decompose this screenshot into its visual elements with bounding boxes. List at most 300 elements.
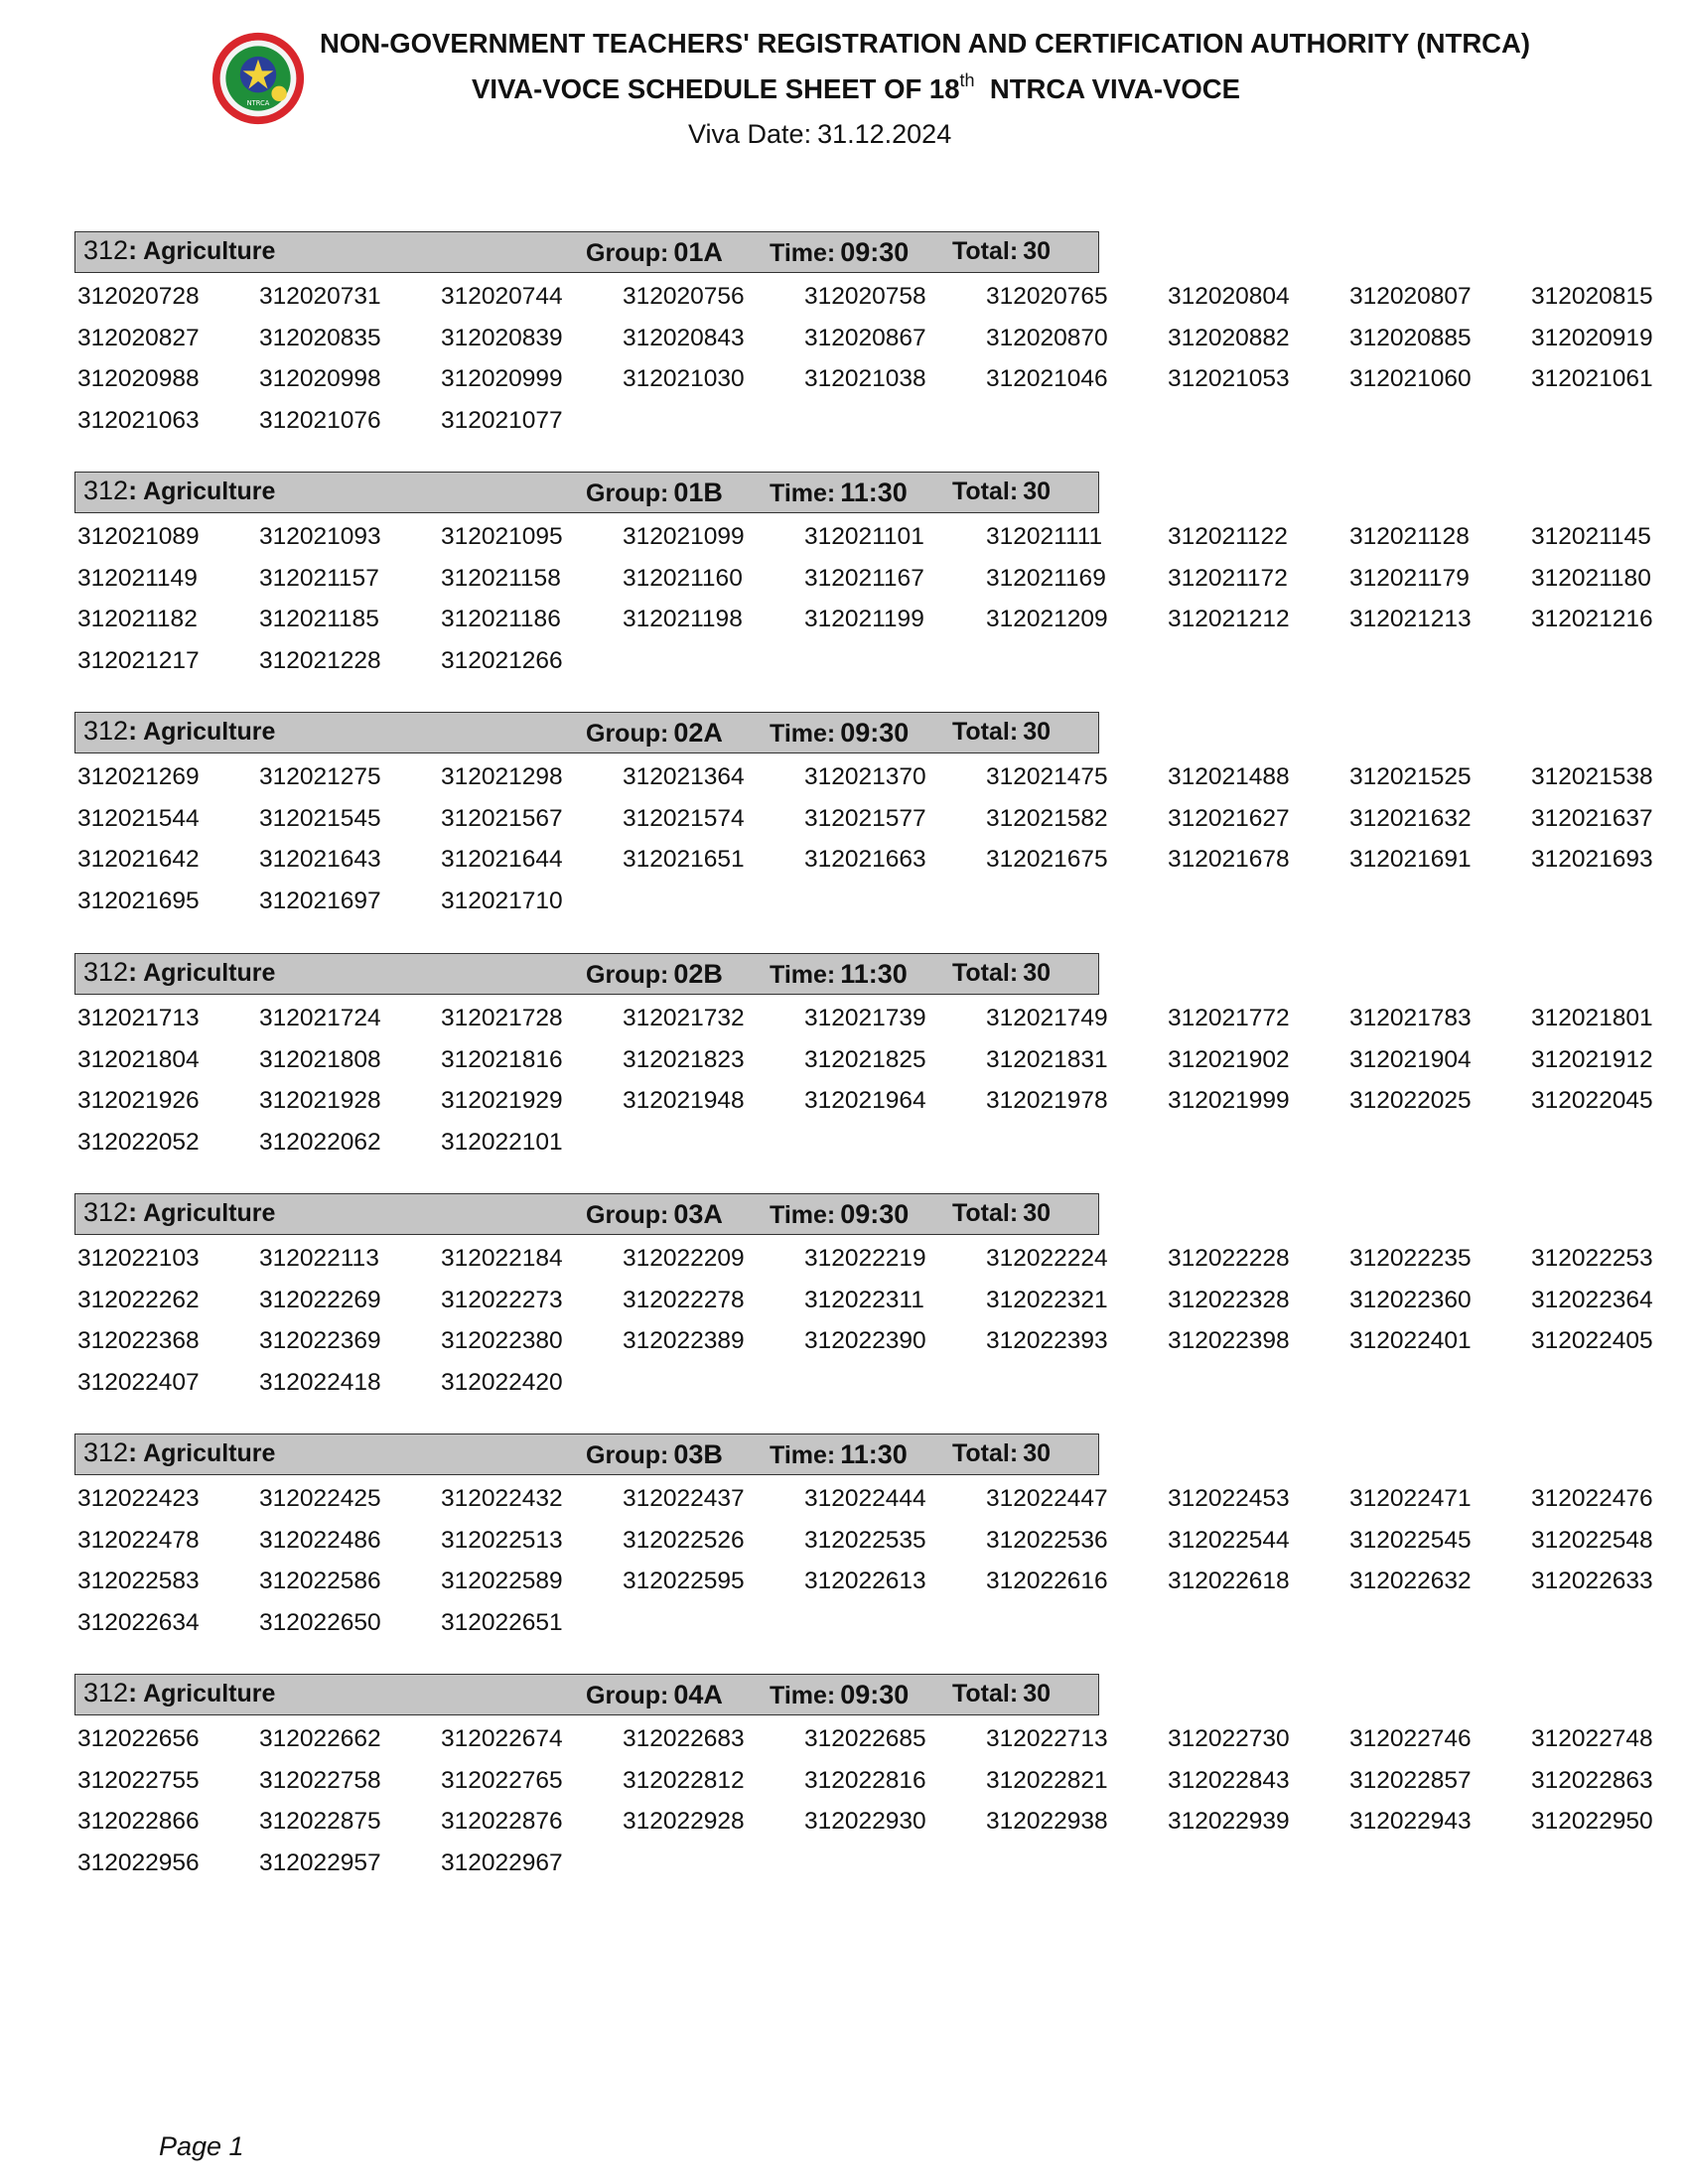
candidate-roll: 312021663 [804,846,926,874]
candidate-row [74,600,1663,641]
candidate-roll: 312021228 [259,647,381,675]
candidate-roll: 312022812 [623,1766,745,1794]
total-label: Total: [952,1439,1019,1467]
candidate-row [74,517,1663,559]
candidate-roll: 312022535 [804,1526,926,1554]
subject-name: Agriculture [143,959,276,987]
candidate-roll: 312020807 [1349,283,1472,310]
candidate-roll: 312022843 [1168,1766,1290,1794]
total-value: 30 [1023,959,1051,987]
candidate-roll: 312022253 [1531,1245,1653,1272]
group-label: Group: [586,1201,669,1229]
candidate-roll: 312022656 [77,1725,200,1752]
candidate-roll: 312022586 [259,1568,381,1595]
time-field [770,1199,909,1230]
candidate-row [74,359,1663,401]
total-value: 30 [1023,237,1051,265]
time-label: Time: [770,1201,836,1229]
candidate-roll: 312022209 [623,1245,745,1272]
time-field [770,959,908,990]
candidate-roll: 312021180 [1531,564,1651,592]
viva-date [688,119,951,150]
candidate-roll: 312022730 [1168,1725,1290,1752]
candidate-row [74,799,1663,841]
candidate-roll: 312021823 [623,1045,745,1073]
candidate-roll: 312021574 [623,804,745,832]
candidate-roll: 312022589 [441,1568,563,1595]
subtitle-ordinal: th [959,70,975,90]
candidate-roll: 312021772 [1168,1005,1290,1031]
candidate-roll: 312021538 [1531,763,1653,790]
group-header-bar [74,953,1099,995]
group-value: 03A [673,1199,723,1229]
candidate-roll: 312021216 [1531,606,1653,633]
ntrca-logo-icon [211,31,306,126]
candidate-row [74,1562,1663,1603]
group-label: Group: [586,1441,669,1469]
subject-colon: : [128,235,138,265]
candidate-roll: 312022816 [804,1766,926,1794]
candidate-roll: 312022269 [259,1286,381,1313]
candidate-roll: 312021632 [1349,804,1472,832]
candidate-roll: 312022364 [1531,1286,1653,1313]
candidate-roll: 312022651 [441,1609,563,1637]
group-value: 04A [673,1680,723,1709]
group-field [586,237,723,268]
candidate-roll: 312021063 [77,407,200,435]
total-field [952,959,1051,988]
candidate-roll: 312021093 [259,523,381,550]
candidate-roll: 312022683 [623,1725,745,1752]
candidate-roll: 312022235 [1349,1245,1472,1272]
candidate-roll: 312021076 [259,407,381,435]
candidate-roll: 312022478 [77,1526,200,1554]
candidate-roll: 312021627 [1168,804,1290,832]
candidate-roll: 312022228 [1168,1245,1290,1272]
candidate-row [74,319,1663,360]
group-header-bar [74,712,1099,753]
candidate-roll: 312021567 [441,804,563,832]
candidate-roll: 312022278 [623,1286,745,1313]
candidate-roll: 312021637 [1531,804,1653,832]
candidate-roll: 312022401 [1349,1327,1472,1355]
candidate-roll: 312021275 [259,763,381,790]
candidate-roll: 312020885 [1349,324,1472,351]
subject-code [83,1197,275,1228]
candidate-row [74,1081,1663,1123]
time-field [770,478,908,508]
candidate-list [74,1719,1663,1885]
candidate-row [74,559,1663,601]
candidate-roll: 312022101 [441,1129,563,1157]
subject-name: Agriculture [143,1680,276,1707]
candidate-roll: 312021179 [1349,564,1470,592]
time-label: Time: [770,1682,836,1709]
subtitle-prefix: VIVA-VOCE SCHEDULE SHEET OF 18 [472,73,960,104]
candidate-roll: 312022368 [77,1327,200,1355]
candidate-row [74,1123,1663,1164]
candidate-roll: 312021475 [986,763,1108,790]
candidate-roll: 312021099 [623,523,745,550]
candidate-roll: 312021269 [77,763,200,790]
candidate-roll: 312020765 [986,283,1108,310]
candidate-roll: 312022967 [441,1849,563,1877]
candidate-roll: 312021169 [986,564,1106,592]
group-header-bar [74,1193,1099,1235]
candidate-roll: 312021185 [259,606,379,633]
candidate-roll: 312022616 [986,1568,1108,1595]
total-field [952,1199,1051,1228]
candidate-roll: 312022545 [1349,1526,1472,1554]
candidate-row [74,1719,1663,1761]
subject-code [83,1437,275,1468]
candidate-row [74,1479,1663,1521]
subject-colon: : [128,1437,138,1467]
candidate-roll: 312022930 [804,1808,926,1836]
candidate-roll: 312022674 [441,1725,563,1752]
candidate-roll: 312021298 [441,763,563,790]
candidate-roll: 312022418 [259,1369,381,1397]
candidate-roll: 312020870 [986,324,1108,351]
total-label: Total: [952,478,1019,505]
candidate-row [74,641,1663,683]
candidate-roll: 312022447 [986,1485,1108,1512]
subject-code-value: 312 [83,1678,129,1707]
total-label: Total: [952,959,1019,987]
viva-date-value: 31.12.2024 [817,119,952,149]
candidate-roll: 312020999 [441,365,563,393]
candidate-list [74,1479,1663,1645]
candidate-row [74,1761,1663,1803]
time-label: Time: [770,720,836,748]
subject-code-value: 312 [83,235,129,265]
subject-code [83,476,275,506]
group-field [586,1439,723,1470]
candidate-roll: 312021675 [986,846,1108,874]
total-value: 30 [1023,1199,1051,1227]
candidate-roll: 312020882 [1168,324,1290,351]
candidate-roll: 312022444 [804,1485,926,1512]
subject-code [83,1678,275,1708]
candidate-roll: 312021488 [1168,763,1290,790]
candidate-roll: 312022746 [1349,1725,1472,1752]
candidate-roll: 312022748 [1531,1725,1653,1752]
subject-code-value: 312 [83,1437,129,1467]
candidate-roll: 312022311 [804,1286,924,1313]
group-header-bar [74,231,1099,273]
candidate-roll: 312021128 [1349,523,1470,550]
candidate-roll: 312021364 [623,763,745,790]
candidate-roll: 312020756 [623,283,745,310]
candidate-roll: 312022437 [623,1485,745,1512]
candidate-roll: 312022025 [1349,1087,1472,1115]
candidate-roll: 312021999 [1168,1087,1290,1115]
candidate-roll: 312022273 [441,1286,563,1313]
subject-name: Agriculture [143,1439,276,1467]
candidate-roll: 312022045 [1531,1087,1653,1115]
candidate-roll: 312020758 [804,283,926,310]
candidate-roll: 312020815 [1531,283,1653,310]
time-value: 09:30 [840,1199,910,1229]
subject-name: Agriculture [143,237,276,265]
time-field [770,1680,909,1710]
candidate-roll: 312020843 [623,324,745,351]
candidate-roll: 312022380 [441,1327,563,1355]
candidate-roll: 312022939 [1168,1808,1290,1836]
candidate-roll: 312021902 [1168,1045,1290,1073]
group-label: Group: [586,720,669,748]
candidate-roll: 312021678 [1168,846,1290,874]
candidate-roll: 312022407 [77,1369,200,1397]
candidate-roll: 312021978 [986,1087,1108,1115]
candidate-roll: 312022369 [259,1327,381,1355]
candidate-roll: 312021186 [441,606,561,633]
total-value: 30 [1023,1439,1051,1467]
candidate-roll: 312021697 [259,887,381,915]
candidate-roll: 312021111 [986,523,1103,550]
candidate-roll: 312021077 [441,407,563,435]
total-field [952,718,1051,747]
candidate-list [74,999,1663,1164]
candidate-roll: 312021172 [1168,564,1288,592]
candidate-roll: 312022583 [77,1568,200,1595]
candidate-row [74,882,1663,923]
candidate-roll: 312022052 [77,1129,200,1157]
candidate-roll: 312021928 [259,1087,381,1115]
subject-colon: : [128,1197,138,1227]
candidate-roll: 312021912 [1531,1045,1653,1073]
candidate-roll: 312021801 [1531,1005,1653,1031]
candidate-roll: 312021926 [77,1087,200,1115]
candidate-row [74,1363,1663,1405]
candidate-roll: 312022755 [77,1766,200,1794]
total-value: 30 [1023,1680,1051,1707]
time-value: 09:30 [840,718,910,748]
candidate-roll: 312022950 [1531,1808,1653,1836]
subject-code [83,235,275,266]
candidate-roll: 312021158 [441,564,561,592]
candidate-roll: 312021060 [1349,365,1472,393]
candidate-roll: 312021808 [259,1045,381,1073]
candidate-roll: 312021212 [1168,606,1290,633]
candidate-roll: 312021651 [623,846,745,874]
subtitle-suffix: NTRCA VIVA-VOCE [989,73,1240,104]
candidate-row [74,1321,1663,1363]
candidate-row [74,1281,1663,1322]
total-label: Total: [952,718,1019,746]
candidate-roll: 312021644 [441,846,563,874]
group-value: 01A [673,237,723,267]
candidate-roll: 312022956 [77,1849,200,1877]
candidate-roll: 312021198 [623,606,743,633]
candidate-roll: 312022432 [441,1485,563,1512]
candidate-roll: 312022857 [1349,1766,1472,1794]
candidate-roll: 312022321 [986,1286,1108,1313]
candidate-roll: 312021122 [1168,523,1288,550]
total-value: 30 [1023,718,1051,746]
candidate-roll: 312021101 [804,523,924,550]
candidate-row [74,1239,1663,1281]
candidate-roll: 312021095 [441,523,563,550]
subject-code-value: 312 [83,476,129,505]
total-field [952,1680,1051,1708]
time-label: Time: [770,961,836,989]
candidate-roll: 312022405 [1531,1327,1653,1355]
candidate-roll: 312021167 [804,564,924,592]
candidate-roll: 312022390 [804,1327,926,1355]
candidate-roll: 312022863 [1531,1766,1653,1794]
candidate-roll: 312022943 [1349,1808,1472,1836]
candidate-roll: 312020988 [77,365,200,393]
candidate-roll: 312021217 [77,647,200,675]
subject-code-value: 312 [83,957,129,987]
candidate-roll: 312021157 [259,564,379,592]
candidate-roll: 312021199 [804,606,924,633]
group-label: Group: [586,1682,669,1709]
candidate-roll: 312022633 [1531,1568,1653,1595]
candidate-roll: 312021710 [441,887,563,915]
candidate-roll: 312022957 [259,1849,381,1877]
candidate-roll: 312021577 [804,804,926,832]
candidate-roll: 312021831 [986,1045,1108,1073]
candidate-roll: 312022536 [986,1526,1108,1554]
candidate-row [74,1521,1663,1563]
candidate-roll: 312021030 [623,365,745,393]
candidate-roll: 312021948 [623,1087,745,1115]
candidate-list [74,277,1663,443]
candidate-roll: 312022423 [77,1485,200,1512]
candidate-roll: 312022765 [441,1766,563,1794]
group-value: 01B [673,478,723,507]
candidate-roll: 312021929 [441,1087,563,1115]
candidate-roll: 312021816 [441,1045,563,1073]
candidate-row [74,1603,1663,1645]
candidate-roll: 312022219 [804,1245,926,1272]
time-field [770,718,909,749]
candidate-roll: 312021695 [77,887,200,915]
time-label: Time: [770,479,836,507]
total-label: Total: [952,237,1019,265]
candidate-roll: 312020839 [441,324,563,351]
subject-colon: : [128,716,138,746]
subject-code [83,957,275,988]
document-title: NON-GOVERNMENT TEACHERS' REGISTRATION AND CERTIFICATION AUTHORITY (NTRCA) [320,28,1531,59]
candidate-roll: 312021038 [804,365,926,393]
candidate-row [74,999,1663,1040]
total-field [952,237,1051,266]
candidate-roll: 312022486 [259,1526,381,1554]
candidate-roll: 312022224 [986,1245,1108,1272]
candidate-roll: 312022548 [1531,1526,1653,1554]
candidate-roll: 312022866 [77,1808,200,1836]
candidate-roll: 312021728 [441,1005,563,1031]
group-header-bar [74,1433,1099,1475]
candidate-roll: 312020804 [1168,283,1290,310]
total-value: 30 [1023,478,1051,505]
candidate-roll: 312021209 [986,606,1108,633]
candidate-roll: 312021691 [1349,846,1472,874]
total-label: Total: [952,1680,1019,1707]
candidate-roll: 312022662 [259,1725,381,1752]
group-label: Group: [586,239,669,267]
candidate-roll: 312021046 [986,365,1108,393]
svg-text:NTRCA: NTRCA [246,98,270,107]
candidate-roll: 312022758 [259,1766,381,1794]
total-label: Total: [952,1199,1019,1227]
group-field [586,1680,723,1710]
candidate-roll: 312021642 [77,846,200,874]
candidate-roll: 312022184 [441,1245,563,1272]
candidate-roll: 312021739 [804,1005,926,1031]
candidate-roll: 312022685 [804,1725,926,1752]
candidate-roll: 312021544 [77,804,200,832]
candidate-roll: 312022328 [1168,1286,1290,1313]
candidate-roll: 312022262 [77,1286,200,1313]
candidate-row [74,757,1663,799]
candidate-roll: 312022389 [623,1327,745,1355]
subject-colon: : [128,957,138,987]
candidate-roll: 312022420 [441,1369,563,1397]
candidate-roll: 312020744 [441,283,563,310]
candidate-roll: 312022876 [441,1808,563,1836]
candidate-roll: 312020731 [259,283,381,310]
candidate-roll: 312022613 [804,1568,926,1595]
candidate-roll: 312020835 [259,324,381,351]
group-value: 02B [673,959,723,989]
candidate-row [74,1040,1663,1082]
candidate-row [74,277,1663,319]
candidate-roll: 312022634 [77,1609,200,1637]
candidate-roll: 312021545 [259,804,381,832]
candidate-roll: 312021713 [77,1005,200,1031]
candidate-roll: 312022062 [259,1129,381,1157]
group-field [586,718,723,749]
subject-code-value: 312 [83,1197,129,1227]
candidate-roll: 312021370 [804,763,926,790]
time-label: Time: [770,1441,836,1469]
subject-colon: : [128,476,138,505]
group-label: Group: [586,479,669,507]
candidate-roll: 312022544 [1168,1526,1290,1554]
group-value: 03B [673,1439,723,1469]
candidate-roll: 312022618 [1168,1568,1290,1595]
candidate-roll: 312021266 [441,647,563,675]
candidate-roll: 312020728 [77,283,200,310]
candidate-roll: 312022595 [623,1568,745,1595]
candidate-roll: 312021525 [1349,763,1472,790]
total-field [952,1439,1051,1468]
subject-name: Agriculture [143,718,276,746]
document-subtitle [472,70,1240,105]
candidate-roll: 312022928 [623,1808,745,1836]
time-value: 11:30 [840,478,908,507]
candidate-row [74,1843,1663,1885]
candidate-roll: 312022821 [986,1766,1108,1794]
candidate-roll: 312021732 [623,1005,745,1031]
candidate-row [74,840,1663,882]
group-field [586,478,723,508]
candidate-list [74,757,1663,923]
subject-code [83,716,275,747]
time-value: 09:30 [840,1680,910,1709]
candidate-roll: 312022513 [441,1526,563,1554]
candidate-roll: 312021643 [259,846,381,874]
candidate-roll: 312021749 [986,1005,1108,1031]
candidate-roll: 312022713 [986,1725,1108,1752]
candidate-roll: 312022526 [623,1526,745,1554]
candidate-roll: 312021213 [1349,606,1472,633]
candidate-roll: 312020827 [77,324,200,351]
